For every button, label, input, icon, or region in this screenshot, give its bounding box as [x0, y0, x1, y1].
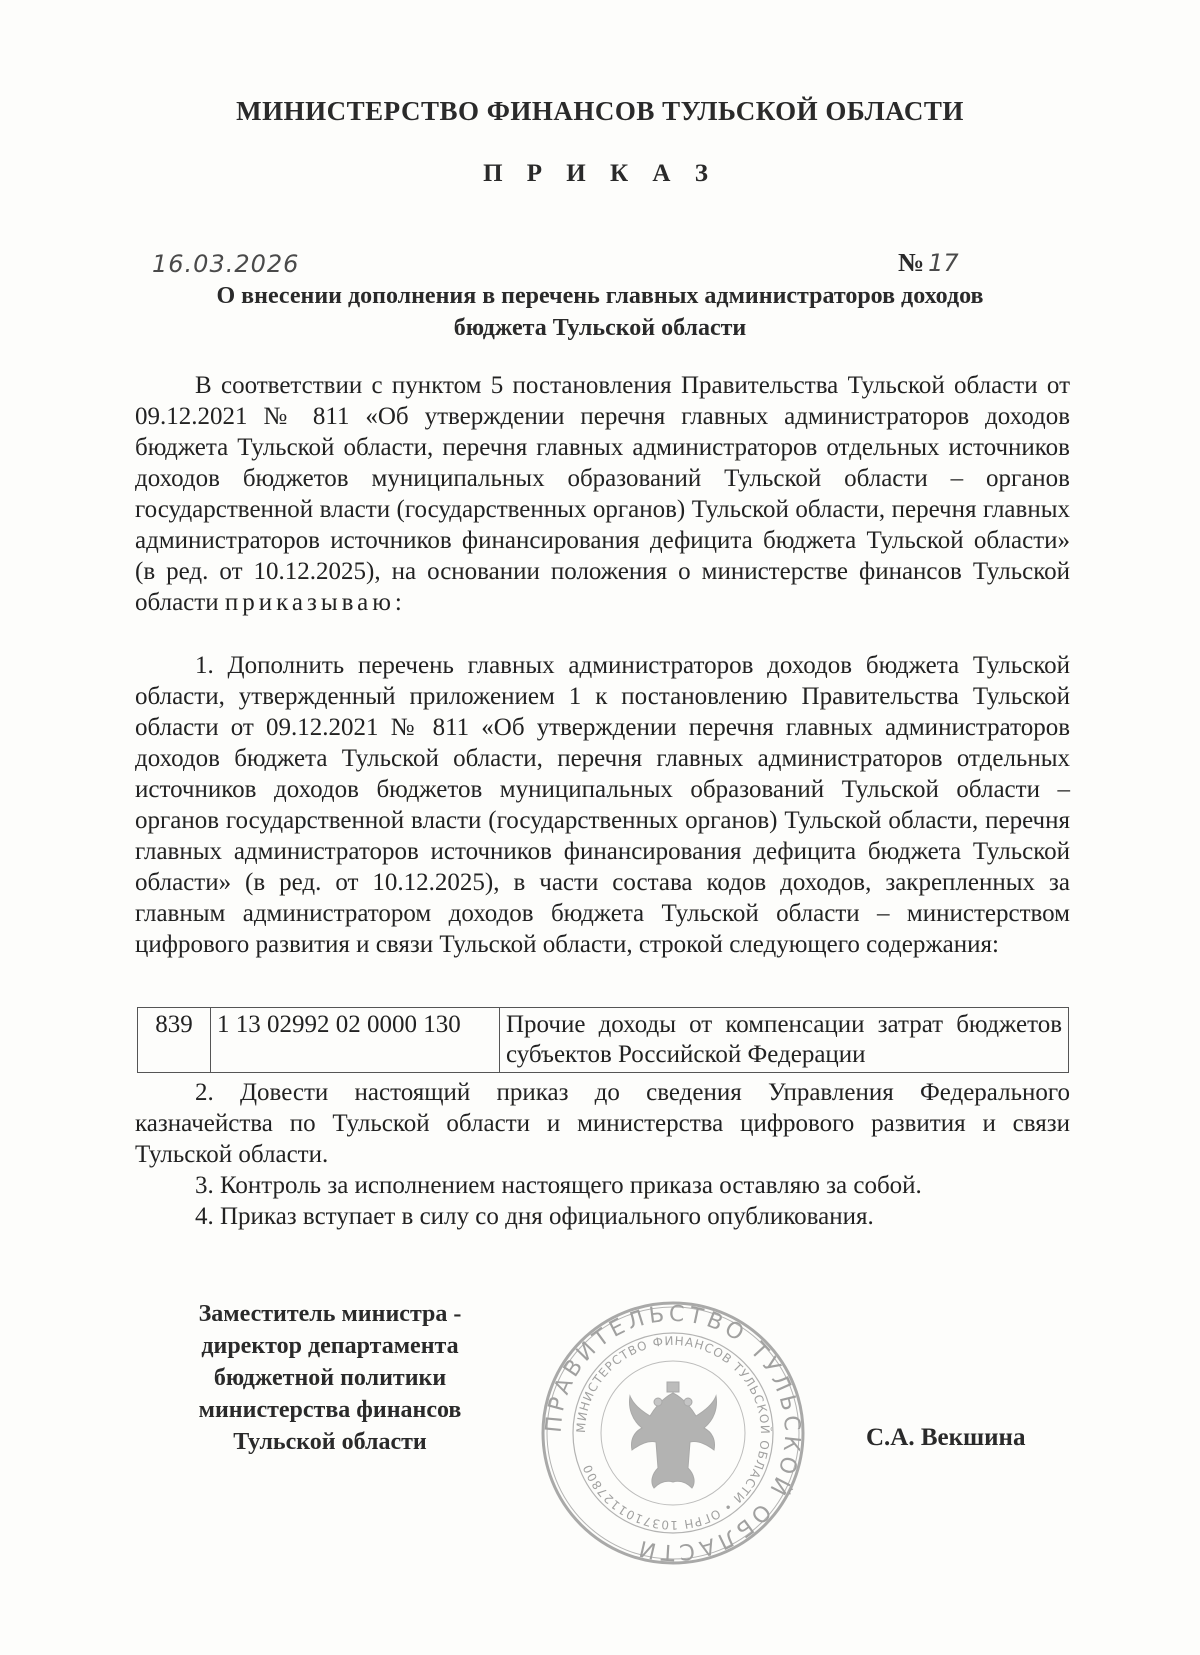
official-seal — [538, 1298, 808, 1568]
signer-line-2: директор департамента — [201, 1333, 459, 1359]
item-1 — [135, 650, 1070, 960]
document-type: П Р И К А З — [483, 160, 717, 187]
double-headed-eagle-icon — [630, 1382, 717, 1488]
decree-word: приказываю: — [224, 589, 406, 616]
number-value: 17 — [928, 249, 959, 277]
codes-table — [137, 1007, 1069, 1073]
table-row — [138, 1008, 1069, 1073]
signer-line-1: Заместитель министра - — [198, 1301, 462, 1327]
item-4-text: 4. Приказ вступает в силу со дня официального опубликования. — [195, 1203, 874, 1230]
signer-line-3: бюджетной политики — [213, 1365, 447, 1391]
signer-name: С.А. Векшина — [866, 1424, 1026, 1451]
signer-line-5: Тульской области — [233, 1429, 427, 1455]
preamble — [135, 370, 1070, 618]
items-2-4 — [135, 1077, 1070, 1232]
order-number — [898, 248, 959, 278]
order-subject — [150, 280, 1050, 344]
preamble-text: В соответствии с пунктом 5 постановления Правительства Тульской области от 09.12.2021 № 811 «Об утверждении перечня главных администраторов доходов бюджета Тульской области, перечня главных администраторов отдельных источников доходов бюджетов муниципальных образований Тульской области – органов государственной власти (государственных органов) Тульской области, перечня главных администраторов источников финансирования дефицита бюджета Тульской области» (в ред. от 10.12.2025), на основании положения о министерстве финансов Тульской области — [135, 372, 1070, 616]
subject-line-2: бюджета Тульской области — [453, 315, 747, 341]
signer-position — [160, 1298, 500, 1458]
item-2-text: 2. Довести настоящий приказ до сведения Управления Федерального казначейства по Тульской области и министерства цифрового развития и связи Тульской области. — [135, 1079, 1070, 1168]
item-1-text: 1. Дополнить перечень главных администраторов доходов бюджета Тульской области, утвержденный приложением 1 к постановлению Правительства Тульской области от 09.12.2021 № 811 «Об утверждении перечня главных администраторов доходов бюджета Тульской области, перечня главных администраторов отдельных источников доходов бюджетов муниципальных образований Тульской области – органов государственной власти (государственных органов) Тульской области, перечня главных администраторов источников финансирования дефицита бюджета Тульской области» (в ред. от 10.12.2025), в части состава кодов доходов, закрепленных за главным администратором доходов бюджета Тульской области – министерством цифрового развития и связи Тульской области, строкой следующего содержания: — [135, 652, 1070, 958]
subject-line-1: О внесении дополнения в перечень главных администраторов доходов — [216, 283, 984, 309]
number-sign: № — [898, 248, 925, 277]
item-3-text: 3. Контроль за исполнением настоящего приказа оставляю за собой. — [195, 1172, 922, 1199]
signer-line-4: министерства финансов — [198, 1397, 462, 1423]
seal-inner-text: МИНИСТЕРСТВО ФИНАНСОВ ТУЛЬСКОЙ ОБЛАСТИ • ОГРН 1037101127800 — [573, 1333, 773, 1533]
income-name-cell: Прочие доходы от компенсации затрат бюджетов субъектов Российской Федерации — [500, 1008, 1069, 1073]
income-code-cell: 1 13 02992 02 0000 130 — [211, 1008, 500, 1073]
ministry-title: МИНИСТЕРСТВО ФИНАНСОВ ТУЛЬСКОЙ ОБЛАСТИ — [236, 96, 964, 126]
order-date: 16.03.2026 — [152, 250, 300, 278]
admin-code-cell: 839 — [138, 1008, 211, 1073]
seal-outer-text: ПРАВИТЕЛЬСТВО ТУЛЬСКОЙ ОБЛАСТИ — [541, 1301, 805, 1565]
